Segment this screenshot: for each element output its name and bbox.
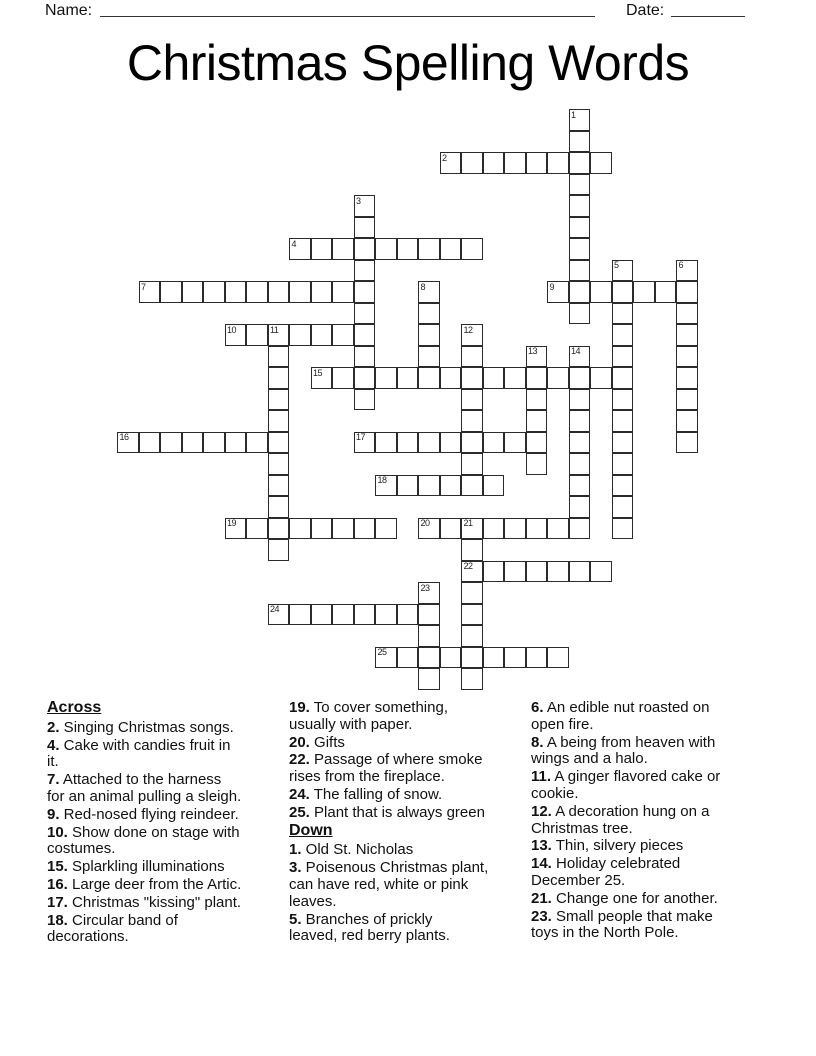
crossword-cell[interactable] (504, 561, 526, 583)
crossword-cell[interactable] (612, 453, 634, 475)
crossword-cell[interactable] (504, 432, 526, 454)
crossword-cell[interactable] (569, 475, 591, 497)
clue-item: 14. Holiday celebrated December 25. (531, 855, 681, 889)
clue-item: 2. Singing Christmas songs. (47, 718, 234, 736)
crossword-cell[interactable] (569, 367, 591, 389)
crossword-cell[interactable] (268, 475, 290, 497)
crossword-cell[interactable] (418, 625, 440, 647)
cell-number: 5 (614, 260, 619, 270)
clue-number: 9. (47, 805, 60, 823)
crossword-cell[interactable] (526, 367, 548, 389)
page-title: Christmas Spelling Words (126, 35, 690, 91)
clues-column-left (47, 700, 287, 947)
cell-number: 25 (377, 647, 387, 657)
crossword-cell[interactable] (461, 324, 483, 346)
crossword-cell[interactable] (375, 238, 397, 260)
cell-number: 7 (141, 281, 146, 292)
clue-number: 4. (47, 736, 60, 754)
crossword-cell[interactable] (504, 367, 526, 389)
crossword-cell[interactable] (225, 518, 247, 540)
clue-item: 22. Passage of where smoke rises from the fireplace. (289, 751, 483, 786)
crossword-cell[interactable] (354, 217, 376, 239)
crossword-cell[interactable] (160, 281, 182, 303)
crossword-cell[interactable] (526, 389, 548, 411)
crossword-cell[interactable] (676, 389, 698, 411)
clue-number: 5. (289, 910, 302, 928)
crossword-cell[interactable] (461, 152, 483, 174)
crossword-cell[interactable] (612, 410, 634, 432)
crossword-cell[interactable] (483, 152, 505, 174)
cell-number: 11 (270, 324, 279, 335)
crossword-cell[interactable] (612, 260, 634, 282)
crossword-cell[interactable] (440, 432, 462, 454)
crossword-cell[interactable] (268, 367, 290, 389)
crossword-cell[interactable] (354, 346, 376, 368)
crossword-cell[interactable] (160, 432, 182, 454)
crossword-cell[interactable] (633, 281, 655, 303)
crossword-cell[interactable] (526, 518, 548, 540)
clue-section-header: Across (47, 699, 102, 716)
crossword-cell[interactable] (225, 324, 247, 346)
crossword-cell[interactable] (526, 152, 548, 174)
crossword-cell[interactable] (268, 539, 290, 561)
crossword-cell[interactable] (354, 260, 376, 282)
crossword-cell[interactable] (461, 453, 483, 475)
crossword-cell[interactable] (569, 238, 591, 260)
crossword-cell[interactable] (547, 561, 569, 583)
crossword-cell[interactable] (569, 303, 591, 325)
crossword-cell[interactable] (569, 410, 591, 432)
cell-number: 24 (270, 604, 280, 614)
cell-number: 12 (463, 324, 473, 335)
crossword-cell[interactable] (440, 367, 462, 389)
crossword-cell[interactable] (225, 281, 247, 303)
crossword-cell[interactable] (375, 647, 397, 669)
crossword-cell[interactable] (268, 281, 290, 303)
crossword-cell[interactable] (268, 453, 290, 475)
clue-item: 11. A ginger flavored cake or cookie. (531, 768, 721, 802)
clue-number: 13. (531, 837, 552, 855)
crossword-cell[interactable] (397, 238, 419, 260)
cell-number: 20 (420, 518, 430, 528)
crossword-cell[interactable] (569, 432, 591, 454)
clue-number: 18. (47, 911, 68, 929)
crossword-cell[interactable] (461, 475, 483, 497)
crossword-cell[interactable] (289, 238, 311, 260)
crossword-cell[interactable] (676, 324, 698, 346)
crossword-cell[interactable] (569, 453, 591, 475)
crossword-cell[interactable] (676, 432, 698, 454)
crossword-cell[interactable] (483, 475, 505, 497)
crossword-cell[interactable] (569, 260, 591, 282)
crossword-cell[interactable] (676, 346, 698, 368)
crossword-cell[interactable] (268, 496, 290, 518)
crossword-cell[interactable] (440, 238, 462, 260)
crossword-cell[interactable] (418, 281, 440, 303)
crossword-cell[interactable] (440, 647, 462, 669)
clue-item: 5. Branches of prickly leaved, red berry plants. (289, 910, 450, 945)
cell-number: 6 (678, 260, 684, 270)
crossword-cell[interactable] (590, 367, 612, 389)
crossword-cell[interactable] (612, 324, 634, 346)
crossword-cell[interactable] (117, 432, 139, 454)
crossword-cell[interactable] (590, 152, 612, 174)
cell-number: 21 (463, 518, 473, 528)
crossword-cell[interactable] (612, 303, 634, 325)
crossword-cell[interactable] (569, 131, 591, 153)
clue-item: 6. An edible nut roasted on open fire. (531, 699, 710, 733)
crossword-cell[interactable] (612, 518, 634, 540)
clue-item: 1. Old St. Nicholas (289, 841, 414, 859)
crossword-cell[interactable] (483, 432, 505, 454)
clue-item: 18. Circular band of decorations. (47, 911, 178, 946)
crossword-cell[interactable] (268, 410, 290, 432)
crossword-cell[interactable] (375, 475, 397, 497)
crossword-cell[interactable] (375, 518, 397, 540)
crossword-cell[interactable] (354, 303, 376, 325)
clue-item: 23. Small people that make toys in the North Pole. (531, 907, 713, 942)
crossword-cell[interactable] (440, 152, 462, 174)
crossword-cell[interactable] (289, 281, 311, 303)
crossword-cell[interactable] (375, 367, 397, 389)
crossword-cell[interactable] (569, 389, 591, 411)
clue-item: 17. Christmas "kissing" plant. (47, 893, 242, 911)
crossword-cell[interactable] (461, 238, 483, 260)
clue-number: 14. (531, 855, 552, 873)
date-label: Date: (626, 2, 665, 19)
clue-number: 11. (531, 768, 552, 786)
cell-number: 22 (463, 561, 473, 571)
clue-item: 12. A decoration hung on a Christmas tree. (531, 802, 710, 837)
crossword-cell[interactable] (676, 260, 698, 282)
crossword-cell[interactable] (268, 432, 290, 454)
crossword-cell[interactable] (655, 281, 677, 303)
crossword-cell[interactable] (676, 281, 698, 303)
crossword-cell[interactable] (418, 432, 440, 454)
clue-number: 7. (47, 771, 60, 789)
crossword-cell[interactable] (569, 346, 591, 368)
clue-item: 24. The falling of snow. (289, 785, 443, 803)
crossword-cell[interactable] (418, 346, 440, 368)
crossword-cell[interactable] (354, 604, 376, 626)
clue-item: 15. Splarkling illuminations (47, 858, 225, 876)
clue-number: 22. (289, 751, 310, 769)
crossword-cell[interactable] (547, 518, 569, 540)
clue-number: 6. (531, 699, 544, 716)
clue-item: 21. Change one for another. (531, 889, 718, 907)
crossword-cell[interactable] (354, 238, 376, 260)
crossword-cell[interactable] (676, 367, 698, 389)
crossword-cell[interactable] (461, 539, 483, 561)
crossword-cell[interactable] (504, 152, 526, 174)
crossword-cell[interactable] (418, 518, 440, 540)
crossword-cell[interactable] (526, 647, 548, 669)
crossword-cell[interactable] (311, 604, 333, 626)
clue-item: 7. Attached to the harness for an animal pulling a sleigh. (47, 771, 242, 805)
clue-number: 23. (531, 907, 552, 925)
cell-number: 1 (571, 109, 576, 120)
clue-number: 2. (47, 718, 60, 736)
crossword-cell[interactable] (397, 432, 419, 454)
crossword-cell[interactable] (225, 432, 247, 454)
crossword-cell[interactable] (354, 281, 376, 303)
clue-number: 19. (289, 699, 310, 716)
clue-item: 16. Large deer from the Artic. (47, 875, 242, 893)
crossword-cell[interactable] (354, 367, 376, 389)
clue-item: 8. A being from heaven with wings and a halo. (531, 733, 716, 768)
crossword-cell[interactable] (375, 604, 397, 626)
clue-number: 17. (47, 893, 68, 911)
crossword-cell[interactable] (354, 518, 376, 540)
crossword-cell[interactable] (461, 518, 483, 540)
crossword-cell[interactable] (440, 518, 462, 540)
crossword-cell[interactable] (547, 367, 569, 389)
cell-number: 23 (420, 582, 430, 593)
crossword-cell[interactable] (461, 432, 483, 454)
crossword-cell[interactable] (139, 432, 161, 454)
crossword-cell[interactable] (375, 432, 397, 454)
crossword-cell[interactable] (547, 152, 569, 174)
crossword-cell[interactable] (203, 432, 225, 454)
clue-item: 20. Gifts (289, 733, 345, 751)
crossword-grid (117, 109, 698, 690)
crossword-cell[interactable] (354, 389, 376, 411)
crossword-cell[interactable] (612, 367, 634, 389)
clue-item: 3. Poisenous Christmas plant, can have red, white or pink leaves. (289, 859, 489, 910)
clue-number: 12. (531, 802, 552, 820)
crossword-cell[interactable] (526, 346, 548, 368)
clue-item: 4. Cake with candies fruit in it. (47, 736, 231, 771)
crossword-cell[interactable] (139, 281, 161, 303)
crossword-cell[interactable] (612, 389, 634, 411)
crossword-cell[interactable] (440, 475, 462, 497)
clue-item: 19. To cover something, usually with paper. (289, 699, 448, 733)
crossword-cell[interactable] (246, 518, 268, 540)
crossword-cell[interactable] (483, 518, 505, 540)
crossword-cell[interactable] (612, 281, 634, 303)
clue-item: 25. Plant that is always green (289, 803, 485, 821)
crossword-cell[interactable] (569, 174, 591, 196)
cell-number: 3 (356, 195, 361, 206)
crossword-cell[interactable] (569, 496, 591, 518)
crossword-cell[interactable] (289, 324, 311, 346)
crossword-cell[interactable] (311, 281, 333, 303)
crossword-cell[interactable] (397, 367, 419, 389)
clue-number: 1. (289, 841, 302, 859)
clue-number: 10. (47, 823, 68, 841)
crossword-cell[interactable] (461, 582, 483, 604)
crossword-cell[interactable] (461, 647, 483, 669)
crossword-cell[interactable] (182, 281, 204, 303)
crossword-cell[interactable] (311, 367, 333, 389)
crossword-cell[interactable] (354, 432, 376, 454)
crossword-cell[interactable] (268, 346, 290, 368)
crossword-cell[interactable] (332, 604, 354, 626)
crossword-cell[interactable] (246, 324, 268, 346)
clue-item: 9. Red-nosed flying reindeer. (47, 805, 239, 823)
crossword-cell[interactable] (590, 561, 612, 583)
name-fill-line[interactable] (100, 3, 595, 17)
crossword-cell[interactable] (418, 367, 440, 389)
crossword-cell[interactable] (332, 281, 354, 303)
cell-number: 16 (119, 432, 129, 442)
clue-number: 8. (531, 733, 544, 751)
crossword-cell[interactable] (418, 324, 440, 346)
clue-number: 25. (289, 803, 310, 821)
cell-number: 10 (227, 324, 237, 335)
date-fill-line[interactable] (671, 3, 745, 17)
crossword-cell[interactable] (268, 518, 290, 540)
crossword-cell[interactable] (418, 582, 440, 604)
crossword-cell[interactable] (504, 647, 526, 669)
cell-number: 17 (356, 432, 366, 442)
clue-number: 20. (289, 733, 310, 751)
cell-number: 14 (571, 346, 581, 356)
crossword-cell[interactable] (203, 281, 225, 303)
crossword-cell[interactable] (332, 367, 354, 389)
crossword-cell[interactable] (612, 432, 634, 454)
cell-number: 4 (291, 238, 297, 249)
crossword-cell[interactable] (268, 389, 290, 411)
crossword-cell[interactable] (311, 324, 333, 346)
crossword-cell[interactable] (461, 389, 483, 411)
crossword-cell[interactable] (612, 475, 634, 497)
crossword-cell[interactable] (268, 324, 290, 346)
crossword-cell[interactable] (504, 518, 526, 540)
crossword-cell[interactable] (418, 475, 440, 497)
crossword-cell[interactable] (569, 152, 591, 174)
crossword-cell[interactable] (590, 281, 612, 303)
crossword-cell[interactable] (569, 281, 591, 303)
crossword-cell[interactable] (461, 410, 483, 432)
cell-number: 8 (420, 281, 426, 292)
crossword-cell[interactable] (526, 453, 548, 475)
clue-number: 24. (289, 785, 310, 803)
crossword-cell[interactable] (526, 410, 548, 432)
cell-number: 13 (528, 346, 538, 356)
crossword-cell[interactable] (418, 604, 440, 626)
crossword-cell[interactable] (676, 303, 698, 325)
crossword-cell[interactable] (461, 561, 483, 583)
crossword-cell[interactable] (246, 281, 268, 303)
crossword-cell[interactable] (569, 217, 591, 239)
crossword-cell[interactable] (268, 604, 290, 626)
crossword-cell[interactable] (418, 303, 440, 325)
cell-number: 19 (227, 518, 237, 528)
crossword-cell[interactable] (483, 367, 505, 389)
crossword-cell[interactable] (461, 668, 483, 690)
crossword-cell[interactable] (569, 109, 591, 131)
crossword-cell[interactable] (354, 324, 376, 346)
cell-number: 15 (313, 367, 323, 378)
name-label: Name: (45, 2, 93, 19)
crossword-cell[interactable] (461, 346, 483, 368)
crossword-cell[interactable] (354, 195, 376, 217)
clue-number: 16. (47, 875, 68, 893)
crossword-cell[interactable] (483, 647, 505, 669)
crossword-cell[interactable] (569, 561, 591, 583)
cell-number: 18 (377, 475, 387, 485)
crossword-cell[interactable] (289, 604, 311, 626)
clue-item: 13. Thin, silvery pieces (531, 837, 684, 855)
clue-item: 10. Show done on stage with costumes. (47, 823, 240, 858)
crossword-cell[interactable] (676, 410, 698, 432)
crossword-cell[interactable] (332, 238, 354, 260)
crossword-cell[interactable] (526, 561, 548, 583)
crossword-cell[interactable] (397, 647, 419, 669)
crossword-cell[interactable] (569, 518, 591, 540)
clue-number: 3. (289, 859, 302, 877)
crossword-cell[interactable] (461, 604, 483, 626)
crossword-cell[interactable] (526, 432, 548, 454)
crossword-cell[interactable] (246, 432, 268, 454)
crossword-cell[interactable] (612, 346, 634, 368)
crossword-cell[interactable] (461, 625, 483, 647)
clue-section-header: Down (289, 821, 333, 839)
crossword-cell[interactable] (332, 324, 354, 346)
crossword-cell[interactable] (418, 668, 440, 690)
crossword-cell[interactable] (612, 496, 634, 518)
crossword-cell[interactable] (569, 195, 591, 217)
cell-number: 2 (442, 152, 447, 163)
crossword-cell[interactable] (289, 518, 311, 540)
clues-column-middle (289, 700, 529, 946)
crossword-cell[interactable] (397, 604, 419, 626)
crossword-cell[interactable] (332, 518, 354, 540)
crossword-cell[interactable] (483, 561, 505, 583)
crossword-cell[interactable] (182, 432, 204, 454)
crossword-cell[interactable] (547, 281, 569, 303)
crossword-cell[interactable] (397, 475, 419, 497)
crossword-cell[interactable] (311, 518, 333, 540)
crossword-cell[interactable] (547, 647, 569, 669)
clues-column-right (531, 700, 771, 943)
crossword-cell[interactable] (418, 647, 440, 669)
crossword-cell[interactable] (461, 367, 483, 389)
cell-number: 9 (549, 281, 555, 292)
crossword-cell[interactable] (311, 238, 333, 260)
crossword-cell[interactable] (418, 238, 440, 260)
clue-number: 15. (47, 858, 68, 876)
clue-number: 21. (531, 889, 552, 907)
